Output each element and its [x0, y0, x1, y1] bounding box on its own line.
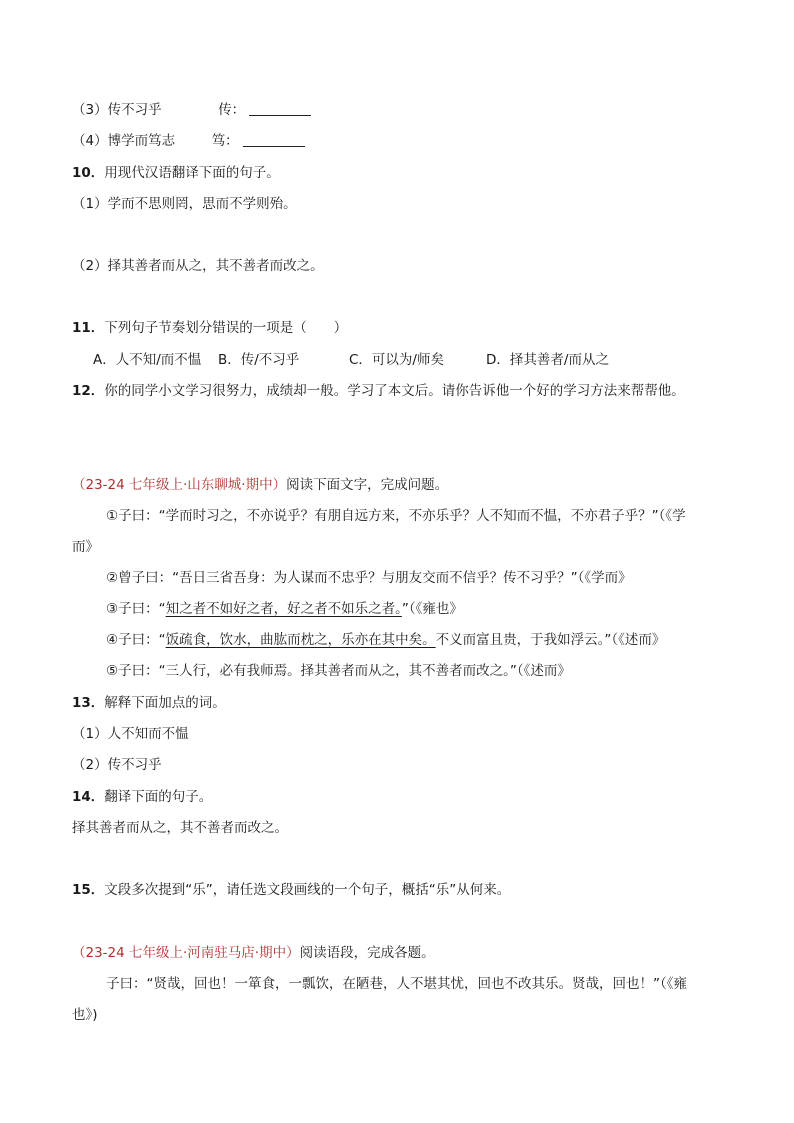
q13-item-2: （2）传不习乎 [72, 757, 162, 773]
passage-1-para-4 [106, 631, 665, 649]
passage-2-para-1: 子曰：“贤哉，回也！一箪食，一瓢饮，在陋巷，人不堪其忧，回也不改其乐。贤哉，回也！”（《雍 [106, 976, 687, 992]
underlined-sentence: 饭疏食，饮水，曲肱而枕之，乐亦在其中矣。 [165, 632, 436, 648]
q11-stem [72, 319, 347, 337]
passage-1-para-1: ①子曰：“学而时习之，不亦说乎？有朋自远方来，不亦乐乎？人不知而不愠，不亦君子乎？”（《学 [106, 508, 686, 524]
q9-item-4 [72, 132, 305, 150]
q11-number: 11． [72, 320, 105, 336]
q11-option-d: D．择其善者/而从之 [486, 352, 609, 368]
source-close: ） [272, 477, 287, 493]
passage-1-para-1-cont: 而》 [72, 539, 99, 555]
source-tag: 23-24 七年级上·山东聊城·期中 [85, 477, 273, 493]
q14-sentence: 择其善者而从之，其不善者而改之。 [72, 820, 288, 836]
q10-sentence-2: （2）择其善者而从之，其不善者而改之。 [72, 258, 324, 274]
source-open: （ [72, 945, 86, 961]
q13-stem [72, 694, 226, 712]
q9-item-4-label: （4）博学而笃志 [72, 133, 176, 149]
q10-stem [72, 164, 280, 182]
q13-text: 解释下面加点的词。 [104, 695, 226, 711]
passage-1-intro: 阅读下面文字，完成问题。 [286, 477, 449, 493]
answer-blank[interactable] [243, 133, 305, 147]
q12-number: 12． [72, 383, 105, 399]
passage-1-para-3 [106, 600, 463, 618]
underlined-sentence: 知之者不如好之者，好之者不如乐之者。 [165, 601, 402, 617]
q10-number: 10． [72, 165, 105, 181]
source-open: （ [72, 477, 86, 493]
q10-sentence-1: （1）学而不思则罔，思而不学则殆。 [72, 196, 297, 212]
q12-stem [72, 382, 685, 400]
para-3-tail: ”（《雍也》 [401, 601, 463, 617]
q9-item-3-word: 传： [218, 102, 246, 118]
passage-1-para-2: ②曾子曰：“吾日三省吾身：为人谋而不忠乎？与朋友交而不信乎？传不习乎？”（《学而》 [106, 570, 632, 586]
q14-number: 14． [72, 789, 105, 805]
q11-option-a: A．人不知/而不愠 [93, 352, 202, 368]
q11-option-b: B．传/不习乎 [218, 352, 300, 368]
para-3-lead: ③子曰：“ [106, 601, 166, 617]
q9-item-4-word: 笃： [211, 133, 239, 149]
source-close: ） [286, 945, 300, 961]
source-tag: 23-24 七年级上·河南驻马店·期中 [85, 945, 287, 961]
passage-1-para-5: ⑤子曰：“三人行，必有我师焉。择其善者而从之，其不善者而改之。”（《述而》 [106, 663, 571, 679]
passage-2-intro: 阅读语段，完成各题。 [299, 945, 435, 961]
q10-text: 用现代汉语翻译下面的句子。 [104, 165, 280, 181]
passage-2-header [72, 944, 435, 962]
q15-text: 文段多次提到“乐”，请任选文段画线的一个句子，概括“乐”从何来。 [104, 882, 511, 898]
q13-item-1: （1）人不知而不愠 [72, 726, 189, 742]
answer-blank[interactable] [249, 102, 311, 116]
q14-text: 翻译下面的句子。 [104, 789, 213, 805]
passage-1-header [72, 476, 448, 494]
para-4-tail: 不义而富且贵，于我如浮云。”（《述而》 [435, 632, 666, 648]
q11-option-c: C．可以为/师矣 [349, 352, 444, 368]
q12-text: 你的同学小文学习很努力，成绩却一般。学习了本文后。请你告诉他一个好的学习方法来帮帮他。 [104, 383, 685, 399]
q11-text: 下列句子节奏划分错误的一项是（ ） [104, 320, 348, 336]
q9-item-3 [72, 101, 311, 119]
q15-stem [72, 881, 510, 899]
q13-number: 13． [72, 695, 105, 711]
passage-2-para-1-cont: 也》) [72, 1007, 98, 1023]
q14-stem [72, 788, 212, 806]
q9-item-3-label: （3）传不习乎 [72, 102, 162, 118]
para-4-lead: ④子曰：“ [106, 632, 166, 648]
q15-number: 15． [72, 882, 105, 898]
